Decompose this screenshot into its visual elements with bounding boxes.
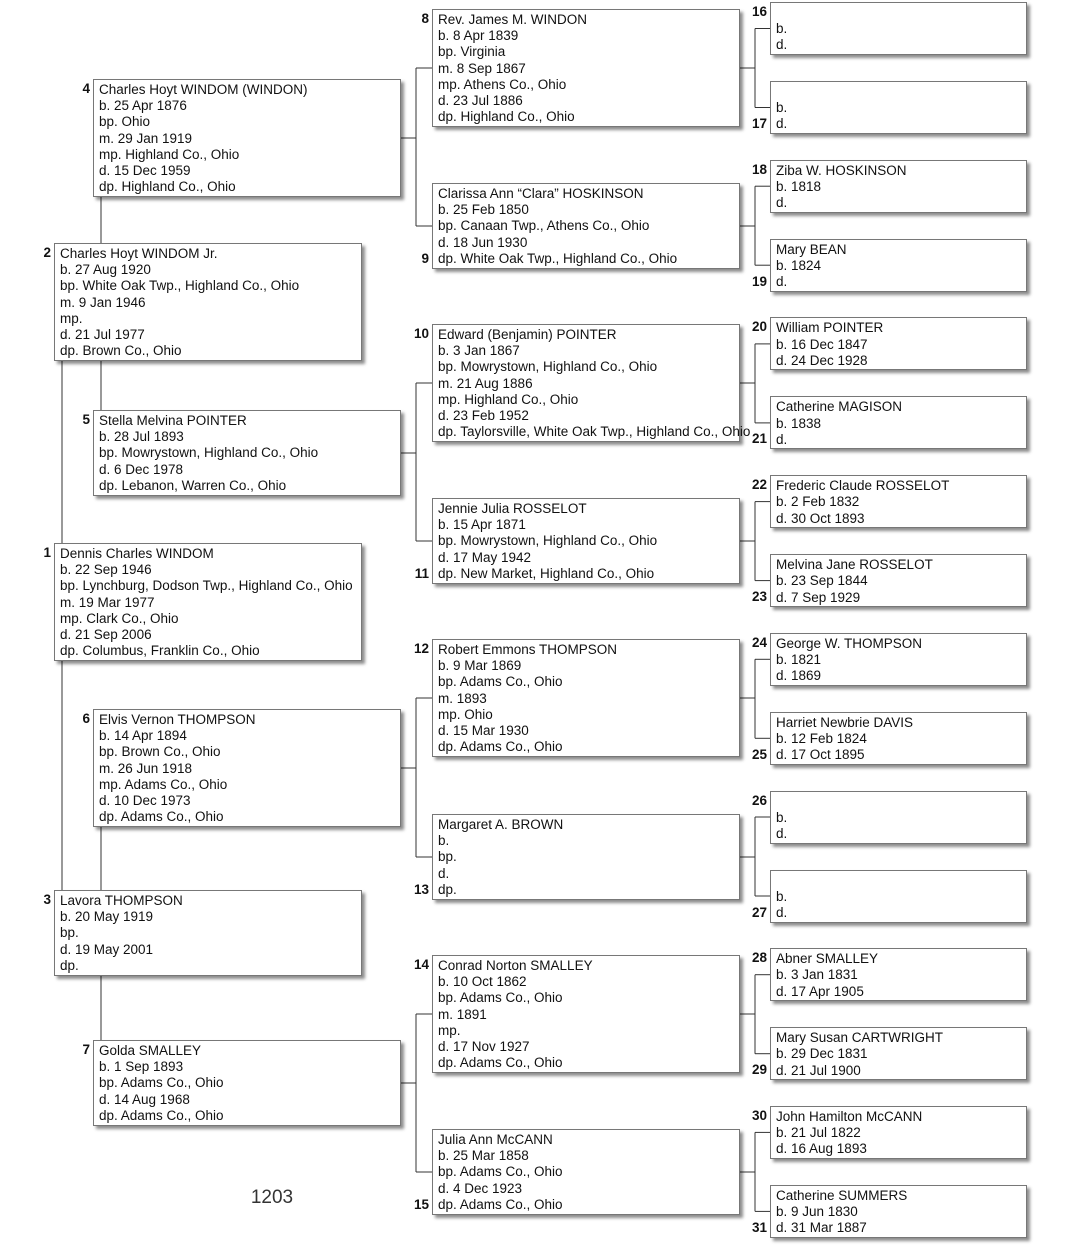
person-detail: d. 15 Dec 1959 — [99, 163, 191, 179]
person-detail: b. 16 Dec 1847 — [776, 336, 868, 352]
ahnentafel-number: 10 — [413, 326, 429, 341]
person-name: Margaret A. BROWN — [438, 817, 564, 832]
person-box-19 — [770, 239, 1027, 292]
person-name: Rev. James M. WINDON — [438, 12, 588, 27]
person-name: Lavora THOMPSON — [60, 893, 183, 908]
person-name: Mary BEAN — [776, 241, 847, 257]
ahnentafel-number: 8 — [421, 11, 429, 26]
person-detail: b. 21 Jul 1822 — [776, 1125, 861, 1141]
person-name: Frederic Claude ROSSELOT — [776, 478, 950, 494]
person-detail: bp. Mowrystown, Highland Co., Ohio — [438, 533, 658, 549]
person-box-4 — [93, 79, 401, 197]
person-detail: m. 1891 — [438, 1006, 487, 1022]
person-name: Clarissa Ann “Clara” HOSKINSON — [438, 186, 644, 201]
person-detail: d. — [438, 865, 450, 881]
person-name — [776, 84, 1021, 100]
person-detail: d. 17 Oct 1895 — [776, 747, 865, 763]
person-box-1 — [54, 543, 362, 661]
ahnentafel-number: 23 — [751, 589, 767, 605]
person-name: Julia Ann McCANN — [438, 1132, 553, 1147]
ahnentafel-number: 16 — [751, 4, 767, 19]
ahnentafel-number: 17 — [751, 116, 767, 131]
person-detail: dp. Adams Co., Ohio — [438, 1196, 563, 1212]
ahnentafel-number: 2 — [43, 245, 51, 260]
person-detail: b. 12 Feb 1824 — [776, 731, 867, 746]
person-detail: b. 9 Mar 1869 — [438, 658, 522, 674]
person-name: Dennis Charles WINDOM — [60, 546, 214, 561]
person-detail: dp. Taylorsville, White Oak Twp., Highland Co., Ohio — [438, 424, 751, 440]
person-detail: d. 17 Apr 1905 — [776, 983, 864, 999]
ahnentafel-number: 14 — [413, 957, 429, 972]
person-detail: d. 7 Sep 1929 — [776, 589, 861, 605]
person-detail: b. 2 Feb 1832 — [776, 494, 860, 510]
person-detail: dp. Columbus, Franklin Co., Ohio — [60, 643, 260, 659]
person-detail: d. — [776, 825, 788, 841]
person-detail: mp. Clark Co., Ohio — [60, 610, 179, 626]
person-detail: d. 19 May 2001 — [60, 941, 154, 957]
person-detail: dp. Lebanon, Warren Co., Ohio — [99, 477, 287, 493]
person-detail: bp. Ohio — [99, 114, 151, 130]
person-detail: b. — [776, 888, 788, 904]
ahnentafel-number: 26 — [751, 792, 767, 808]
person-detail: m. 21 Aug 1886 — [438, 375, 533, 391]
person-detail: b. 1 Sep 1893 — [99, 1059, 184, 1075]
person-detail: b. 3 Jan 1831 — [776, 967, 858, 983]
ahnentafel-number: 21 — [751, 431, 767, 447]
page-number: 1203 — [250, 1187, 294, 1208]
person-name: Robert Emmons THOMPSON — [438, 642, 618, 657]
person-box-23 — [770, 554, 1027, 607]
person-box-17 — [770, 81, 1027, 134]
person-box-30 — [770, 1106, 1027, 1159]
person-detail: m. 8 Sep 1867 — [438, 60, 526, 76]
ahnentafel-number: 18 — [751, 161, 767, 177]
person-detail: d. — [776, 195, 788, 211]
person-name: Mary Susan CARTWRIGHT — [776, 1030, 944, 1046]
ahnentafel-number: 19 — [751, 273, 767, 289]
ahnentafel-number: 7 — [82, 1042, 90, 1057]
person-name: Harriet Newbrie DAVIS — [776, 714, 914, 730]
ahnentafel-number: 11 — [414, 566, 429, 581]
person-detail: d. — [776, 431, 788, 447]
ahnentafel-number: 5 — [82, 412, 90, 427]
person-name: Edward (Benjamin) POINTER — [438, 327, 617, 342]
person-name: John Hamilton McCANN — [776, 1108, 923, 1124]
person-detail: b. 15 Apr 1871 — [438, 517, 526, 533]
person-name: Ziba W. HOSKINSON — [776, 162, 907, 178]
person-box-27 — [770, 870, 1027, 923]
person-box-29 — [770, 1027, 1027, 1080]
person-detail: b. 27 Aug 1920 — [60, 262, 151, 278]
person-detail: d. 6 Dec 1978 — [99, 461, 184, 477]
person-box-2 — [54, 243, 362, 361]
person-detail: b. 28 Jul 1893 — [99, 429, 184, 445]
person-name: William POINTER — [776, 320, 884, 336]
person-detail: b. 14 Apr 1894 — [99, 728, 187, 744]
ahnentafel-number: 22 — [751, 477, 767, 493]
person-detail: dp. Adams Co., Ohio — [99, 809, 224, 825]
person-name: Conrad Norton SMALLEY — [438, 958, 593, 973]
ahnentafel-number: 4 — [82, 81, 90, 96]
ahnentafel-number: 13 — [413, 882, 429, 897]
person-detail: d. 17 May 1942 — [438, 549, 532, 565]
person-detail: d. 21 Sep 2006 — [60, 627, 152, 643]
person-detail: b. — [776, 809, 788, 825]
person-detail: mp. — [438, 1022, 461, 1038]
person-detail: b. — [776, 21, 788, 37]
person-detail: d. — [776, 274, 788, 290]
person-name: Charles Hoyt WINDOM (WINDON) — [99, 82, 308, 97]
person-detail: d. 1869 — [776, 668, 822, 684]
person-detail: b. 23 Sep 1844 — [776, 573, 868, 589]
person-detail: d. — [776, 116, 788, 132]
person-detail: bp. White Oak Twp., Highland Co., Ohio — [60, 278, 300, 294]
ahnentafel-number: 29 — [751, 1062, 767, 1078]
person-detail: dp. — [438, 881, 457, 897]
person-box-10 — [432, 324, 751, 442]
person-detail: dp. Highland Co., Ohio — [438, 109, 575, 125]
ahnentafel-number: 9 — [421, 251, 429, 266]
person-detail: d. 30 Oct 1893 — [776, 510, 865, 526]
person-detail: d. 24 Dec 1928 — [776, 352, 868, 368]
person-detail: bp. — [60, 925, 79, 941]
person-detail: bp. — [438, 849, 457, 865]
person-detail: b. — [438, 833, 450, 849]
person-detail: b. 1824 — [776, 257, 822, 273]
person-name: Melvina Jane ROSSELOT — [776, 557, 933, 573]
person-detail: b. 20 May 1919 — [60, 909, 154, 925]
person-detail: bp. Brown Co., Ohio — [99, 744, 221, 760]
ahnentafel-number: 27 — [751, 904, 767, 920]
ahnentafel-number: 15 — [413, 1197, 429, 1212]
person-detail: mp. Highland Co., Ohio — [438, 391, 579, 407]
ahnentafel-number: 24 — [751, 634, 767, 650]
person-detail: bp. Adams Co., Ohio — [438, 674, 563, 690]
person-detail: mp. Highland Co., Ohio — [99, 146, 240, 162]
person-detail: dp. — [60, 957, 79, 973]
person-detail: d. 14 Aug 1968 — [99, 1091, 190, 1107]
person-detail: bp. Adams Co., Ohio — [438, 1164, 563, 1180]
person-detail: d. 21 Jul 1900 — [776, 1062, 861, 1078]
ahnentafel-number: 31 — [751, 1219, 767, 1235]
person-detail: d. 23 Feb 1952 — [438, 408, 529, 424]
person-name — [776, 5, 1021, 21]
person-box-14 — [432, 955, 740, 1073]
person-box-21 — [770, 396, 1027, 449]
person-detail: d. 23 Jul 1886 — [438, 93, 523, 109]
person-name: Golda SMALLEY — [99, 1043, 202, 1058]
person-detail: mp. — [60, 310, 83, 326]
person-box-7 — [93, 1040, 401, 1126]
person-detail: dp. Highland Co., Ohio — [99, 179, 236, 195]
person-detail: bp. Adams Co., Ohio — [438, 990, 563, 1006]
person-detail: b. 25 Mar 1858 — [438, 1148, 529, 1164]
person-detail: mp. Adams Co., Ohio — [99, 776, 228, 792]
ahnentafel-number: 6 — [82, 711, 90, 726]
person-box-22 — [770, 475, 1027, 528]
person-name: Catherine MAGISON — [776, 399, 903, 415]
person-detail: d. 21 Jul 1977 — [60, 327, 145, 343]
person-detail: b. 1818 — [776, 178, 822, 194]
person-detail: d. 10 Dec 1973 — [99, 793, 191, 809]
person-detail: m. 9 Jan 1946 — [60, 294, 146, 310]
person-detail: b. 10 Oct 1862 — [438, 974, 527, 990]
person-detail: d. 15 Mar 1930 — [438, 723, 529, 739]
person-detail: b. 25 Apr 1876 — [99, 98, 187, 114]
ahnentafel-number: 25 — [751, 746, 767, 762]
ahnentafel-number: 1 — [43, 545, 51, 560]
person-box-18 — [770, 160, 1027, 213]
person-box-6 — [93, 709, 401, 827]
person-box-5 — [93, 410, 401, 496]
person-name: Charles Hoyt WINDOM Jr. — [60, 246, 218, 261]
person-detail: d. 16 Aug 1893 — [776, 1141, 867, 1157]
person-detail: b. 22 Sep 1946 — [60, 562, 152, 578]
person-box-28 — [770, 948, 1027, 1001]
person-name: George W. THOMPSON — [776, 635, 923, 651]
person-detail: b. 1838 — [776, 415, 822, 431]
person-detail: d. 31 Mar 1887 — [776, 1220, 867, 1236]
person-detail: mp. Athens Co., Ohio — [438, 76, 567, 92]
person-box-25 — [770, 712, 1027, 765]
person-name: Catherine SUMMERS — [776, 1187, 908, 1203]
person-detail: b. 25 Feb 1850 — [438, 202, 529, 218]
person-box-13 — [432, 814, 740, 900]
ahnentafel-number: 3 — [43, 892, 51, 907]
person-detail: d. — [776, 904, 788, 920]
person-detail: bp. Adams Co., Ohio — [99, 1075, 224, 1091]
person-name: Elvis Vernon THOMPSON — [99, 712, 256, 727]
person-name: Jennie Julia ROSSELOT — [438, 501, 587, 516]
person-detail: d. — [776, 37, 788, 53]
person-name: Stella Melvina POINTER — [99, 413, 247, 428]
person-detail: bp. Virginia — [438, 44, 506, 60]
person-detail: b. — [776, 100, 788, 116]
person-box-9 — [432, 183, 740, 269]
person-detail: dp. White Oak Twp., Highland Co., Ohio — [438, 250, 678, 266]
person-name — [776, 794, 1021, 810]
person-detail: m. 29 Jan 1919 — [99, 130, 193, 146]
person-box-12 — [432, 639, 740, 757]
person-detail: bp. Mowrystown, Highland Co., Ohio — [438, 359, 658, 375]
person-box-20 — [770, 317, 1027, 370]
ahnentafel-number: 12 — [413, 641, 429, 656]
person-detail: bp. Canaan Twp., Athens Co., Ohio — [438, 218, 650, 234]
ahnentafel-number: 28 — [751, 950, 767, 966]
person-detail: d. 18 Jun 1930 — [438, 234, 528, 250]
ahnentafel-number: 30 — [751, 1107, 767, 1123]
person-detail: m. 26 Jun 1918 — [99, 760, 193, 776]
person-detail: d. 4 Dec 1923 — [438, 1180, 523, 1196]
person-name — [776, 873, 1021, 889]
person-detail: d. 17 Nov 1927 — [438, 1039, 530, 1055]
person-detail: dp. Adams Co., Ohio — [99, 1107, 224, 1123]
person-detail: b. 3 Jan 1867 — [438, 343, 520, 359]
person-box-8 — [432, 9, 740, 127]
person-box-15 — [432, 1129, 740, 1215]
person-detail: dp. Brown Co., Ohio — [60, 343, 182, 359]
person-detail: b. 29 Dec 1831 — [776, 1046, 868, 1062]
person-detail: dp. Adams Co., Ohio — [438, 1055, 563, 1071]
person-box-11 — [432, 498, 740, 584]
person-box-31 — [770, 1185, 1027, 1238]
person-box-24 — [770, 633, 1027, 686]
ahnentafel-number: 20 — [751, 319, 767, 335]
person-detail: b. 1821 — [776, 652, 822, 667]
person-detail: b. 9 Jun 1830 — [776, 1204, 858, 1220]
person-box-26 — [770, 791, 1027, 844]
person-detail: b. 8 Apr 1839 — [438, 28, 519, 44]
person-detail: bp. Mowrystown, Highland Co., Ohio — [99, 445, 319, 461]
person-detail: bp. Lynchburg, Dodson Twp., Highland Co., Ohio — [60, 578, 353, 594]
person-box-3 — [54, 890, 362, 976]
person-box-16 — [770, 2, 1027, 55]
person-detail: mp. Ohio — [438, 706, 493, 722]
person-detail: m. 1893 — [438, 690, 487, 706]
person-name: Abner SMALLEY — [776, 951, 879, 967]
person-detail: dp. Adams Co., Ohio — [438, 739, 563, 755]
person-detail: m. 19 Mar 1977 — [60, 594, 155, 610]
person-detail: dp. New Market, Highland Co., Ohio — [438, 565, 655, 581]
